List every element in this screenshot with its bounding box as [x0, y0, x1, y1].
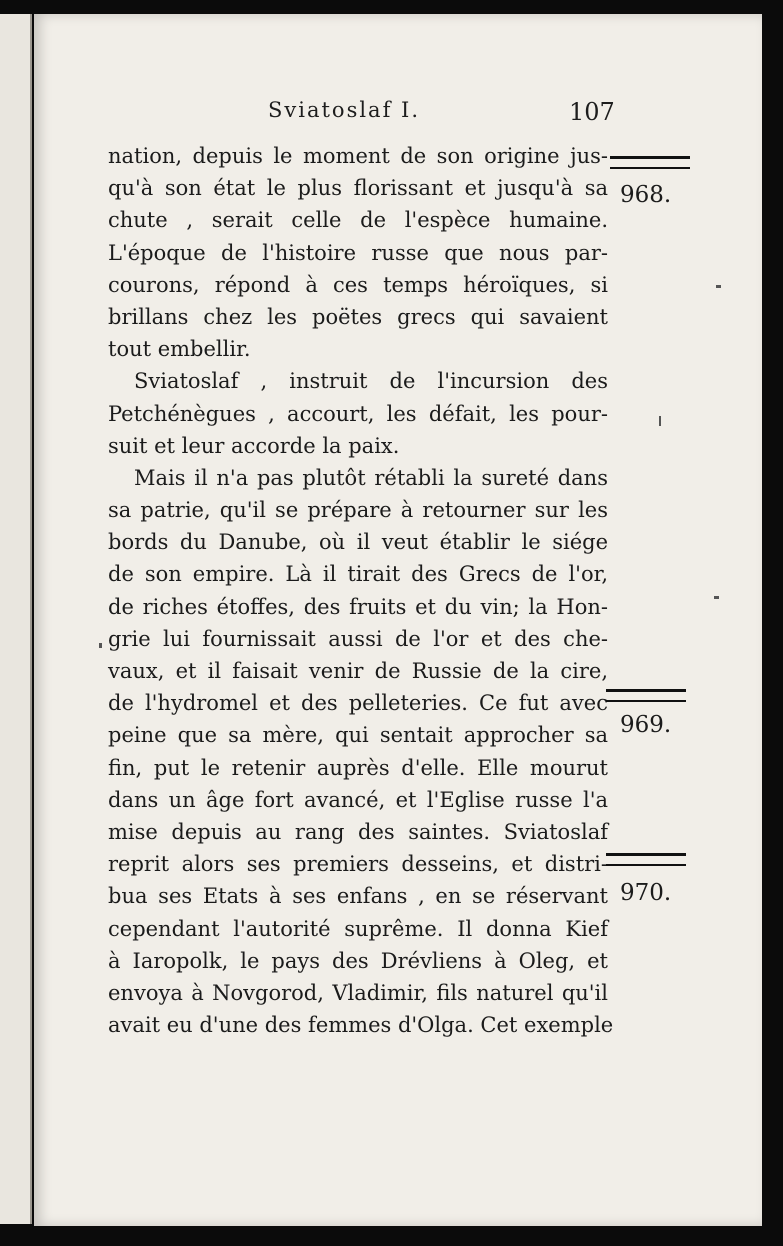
- margin-year: 969.: [620, 712, 672, 738]
- year-rule: [606, 853, 686, 866]
- text-line: bords du Danube, où il veut établir le siége: [108, 530, 608, 555]
- text-line: reprit alors ses premiers desseins, et distri-: [108, 852, 608, 877]
- page-number: 107: [569, 98, 615, 126]
- margin-year: 970.: [620, 880, 672, 906]
- margin-speck: [714, 596, 719, 599]
- text-line: courons, répond à ces temps héroïques, si: [108, 272, 608, 297]
- text-line: nation, depuis le moment de son origine jus-: [108, 144, 608, 168]
- text-line: Mais il n'a pas plutôt rétabli la sureté dans: [134, 465, 608, 490]
- text-line: Petchénègues , accourt, les défait, les pour-: [108, 401, 608, 426]
- margin-speck: [659, 416, 661, 426]
- text-line: sa patrie, qu'il se prépare à retourner sur les: [108, 498, 608, 523]
- text-line: bua ses Etats à ses enfans , en se réservant: [108, 884, 608, 909]
- text-line: Sviatoslaf , instruit de l'incursion des: [134, 369, 608, 394]
- text-line: chute , serait celle de l'espèce humaine.: [108, 208, 608, 233]
- body-text: [108, 140, 614, 1041]
- text-line: envoya à Novgorod, Vladimir, fils naturel qu'il: [108, 980, 608, 1005]
- margin-year: 968.: [620, 182, 672, 208]
- text-line: à Iaropolk, le pays des Drévliens à Oleg, et: [108, 948, 608, 973]
- text-line: tout embellir.: [108, 337, 251, 362]
- text-line: de son empire. Là il tirait des Grecs de l'or,: [108, 562, 608, 587]
- margin-speck: [99, 643, 102, 648]
- text-line: de l'hydromel et des pelleteries. Ce fut avec: [108, 691, 608, 716]
- text-line: L'époque de l'histoire russe que nous par-: [108, 240, 608, 265]
- year-rule: [606, 689, 686, 702]
- text-line: cependant l'autorité suprême. Il donna Kief: [108, 916, 608, 941]
- text-line: fin, put le retenir auprès d'elle. Elle mourut: [108, 755, 608, 780]
- text-line: de riches étoffes, des fruits et du vin; la Hon-: [108, 594, 608, 619]
- facing-page-edge: [0, 14, 32, 1224]
- text-line: avait eu d'une des femmes d'Olga. Cet exemple: [108, 1013, 614, 1038]
- year-rule: [610, 156, 690, 169]
- text-line: qu'à son état le plus florissant et jusqu'à sa: [108, 176, 608, 201]
- text-line: peine que sa mère, qui sentait approcher sa: [108, 723, 608, 748]
- text-line: suit et leur accorde la paix.: [108, 433, 400, 458]
- text-line: mise depuis au rang des saintes. Sviatoslaf: [108, 819, 608, 844]
- text-line: dans un âge fort avancé, et l'Eglise russe l'a: [108, 787, 608, 812]
- text-line: vaux, et il faisait venir de Russie de la cire,: [108, 659, 608, 683]
- text-line: brillans chez les poëtes grecs qui savaient: [108, 304, 608, 329]
- running-head: Sviatoslaf I.: [268, 98, 420, 122]
- margin-speck: [716, 285, 721, 288]
- text-line: grie lui fournissait aussi de l'or et des che-: [108, 626, 608, 651]
- scan-border: [0, 1226, 783, 1246]
